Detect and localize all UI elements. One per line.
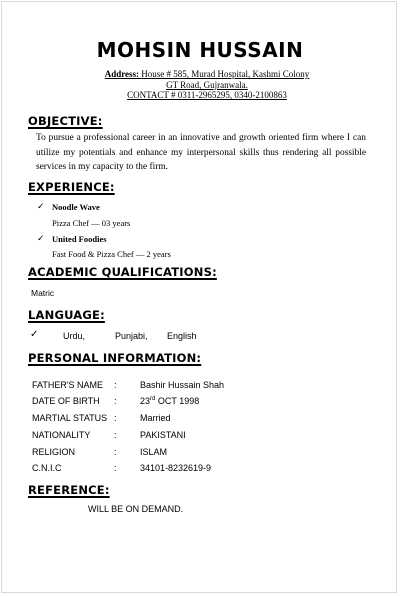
language-item: Punjabi, [115,331,148,341]
address-text: House # 585, Murad Hospital, Kashmi Colony [141,69,310,79]
info-separator: : [114,413,117,423]
experience-heading: EXPERIENCE: [28,180,115,194]
address-line-1 [0,69,400,79]
address-line-2: GT Road, Gujranwala. [166,80,248,90]
info-separator: : [114,430,117,440]
info-separator: : [114,447,117,457]
reference-heading: REFERENCE: [28,483,110,497]
experience-role: Fast Food & Pizza Chef — 2 years [52,249,171,259]
check-mark-icon: ✓ [37,201,45,211]
info-value [140,396,199,406]
objective-text: To pursue a professional career in an innovative and growth oriented firm where I can utilize my potentials and enhance my interpersonal skills thus rendering all possible services in my capacity to the firm. [36,133,366,172]
reference-text: WILL BE ON DEMAND. [88,504,184,514]
check-mark-icon: ✓ [30,329,39,340]
info-value: 34101-8232619-9 [140,463,212,473]
experience-company: United Foodies [52,234,107,244]
personal-info-heading: PERSONAL INFORMATION: [28,351,202,365]
contact-line: CONTACT # 0311-2965295, 0340-2100863 [127,90,287,100]
experience-role: Pizza Chef — 03 years [52,218,131,228]
info-value: Married [140,413,171,423]
info-label: C.N.I.C [32,463,62,473]
info-label: FATHER'S NAME [32,380,104,390]
academic-text: Matric [31,288,55,298]
academic-heading: ACADEMIC QUALIFICATIONS: [28,265,217,279]
info-label: DATE OF BIRTH [32,396,100,406]
language-item: English [167,331,197,341]
objective-heading: OBJECTIVE: [28,114,103,128]
language-item: Urdu, [63,331,86,341]
info-value: Bashir Hussain Shah [140,380,225,390]
candidate-name: MOHSIN HUSSAIN [96,38,304,62]
info-label: NATIONALITY [32,430,91,440]
info-separator: : [114,463,117,473]
info-value: ISLAM [140,447,168,457]
dob-rest: OCT 1998 [155,396,200,406]
info-separator: : [114,380,117,390]
language-heading: LANGUAGE: [28,308,105,322]
info-separator: : [114,396,117,406]
dob-suffix: rd [150,396,156,402]
check-mark-icon: ✓ [37,233,45,243]
dob-day: 23 [140,396,151,406]
address-label: Address: [104,69,140,79]
experience-company: Noodle Wave [52,202,100,212]
info-label: MARTIAL STATUS [32,413,108,423]
info-value: PAKISTANI [140,430,186,440]
info-label: RELIGION [32,447,76,457]
